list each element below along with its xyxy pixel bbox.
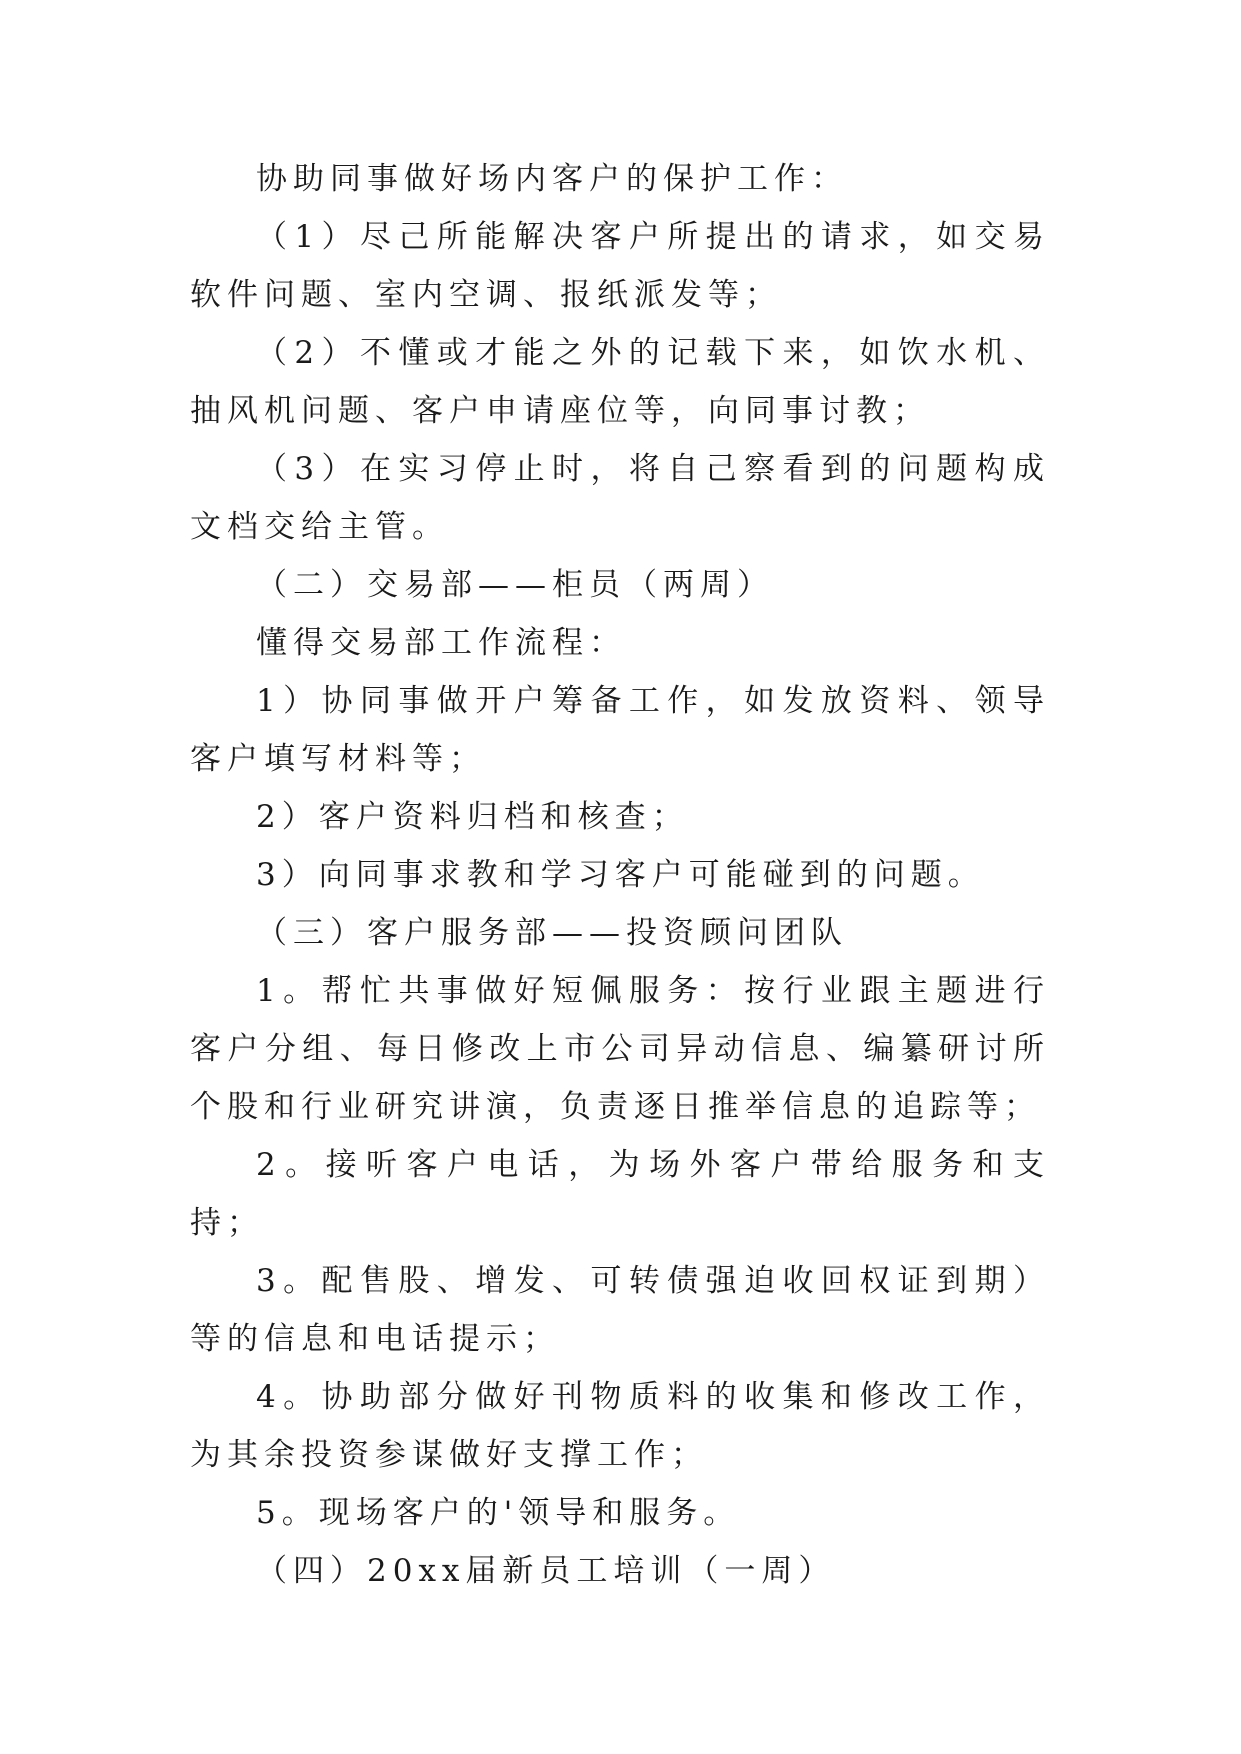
paragraph: （2）不懂或才能之外的记载下来，如饮水机、抽风机问题、客户申请座位等，向同事讨教； — [190, 335, 1050, 429]
paragraph: 协助同事做好场内客户的保护工作： — [256, 161, 848, 197]
paragraph: （3）在实习停止时，将自己察看到的问题构成文档交给主管。 — [190, 451, 1050, 545]
paragraph: 2。接听客户电话，为场外客户带给服务和支持； — [190, 1147, 1050, 1241]
section-heading: （二）交易部——柜员（两周） — [256, 567, 774, 603]
paragraph: 懂得交易部工作流程： — [256, 625, 626, 661]
paragraph: 1。帮忙共事做好短佩服务：按行业跟主题进行客户分组、每日修改上市公司异动信息、编纂研讨所个股和行业研究讲演，负责逐日推举信息的追踪等； — [190, 973, 1050, 1125]
paragraph: 3。配售股、增发、可转债强迫收回权证到期）等的信息和电话提示； — [190, 1263, 1050, 1357]
paragraph: 4。协助部分做好刊物质料的收集和修改工作，为其余投资参谋做好支撑工作； — [190, 1379, 1050, 1473]
section-heading: （四）20xx届新员工培训（一周） — [256, 1553, 836, 1589]
document-body — [190, 150, 1050, 1600]
paragraph: 1）协同事做开户筹备工作，如发放资料、领导客户填写材料等； — [190, 683, 1050, 777]
paragraph: 2）客户资料归档和核查； — [256, 799, 689, 835]
paragraph: 5。现场客户的'领导和服务。 — [256, 1495, 741, 1531]
paragraph: （1）尽己所能解决客户所提出的请求，如交易软件问题、室内空调、报纸派发等； — [190, 219, 1050, 313]
paragraph: 3）向同事求教和学习客户可能碰到的问题。 — [256, 857, 985, 893]
section-heading: （三）客户服务部——投资顾问团队 — [256, 915, 848, 951]
